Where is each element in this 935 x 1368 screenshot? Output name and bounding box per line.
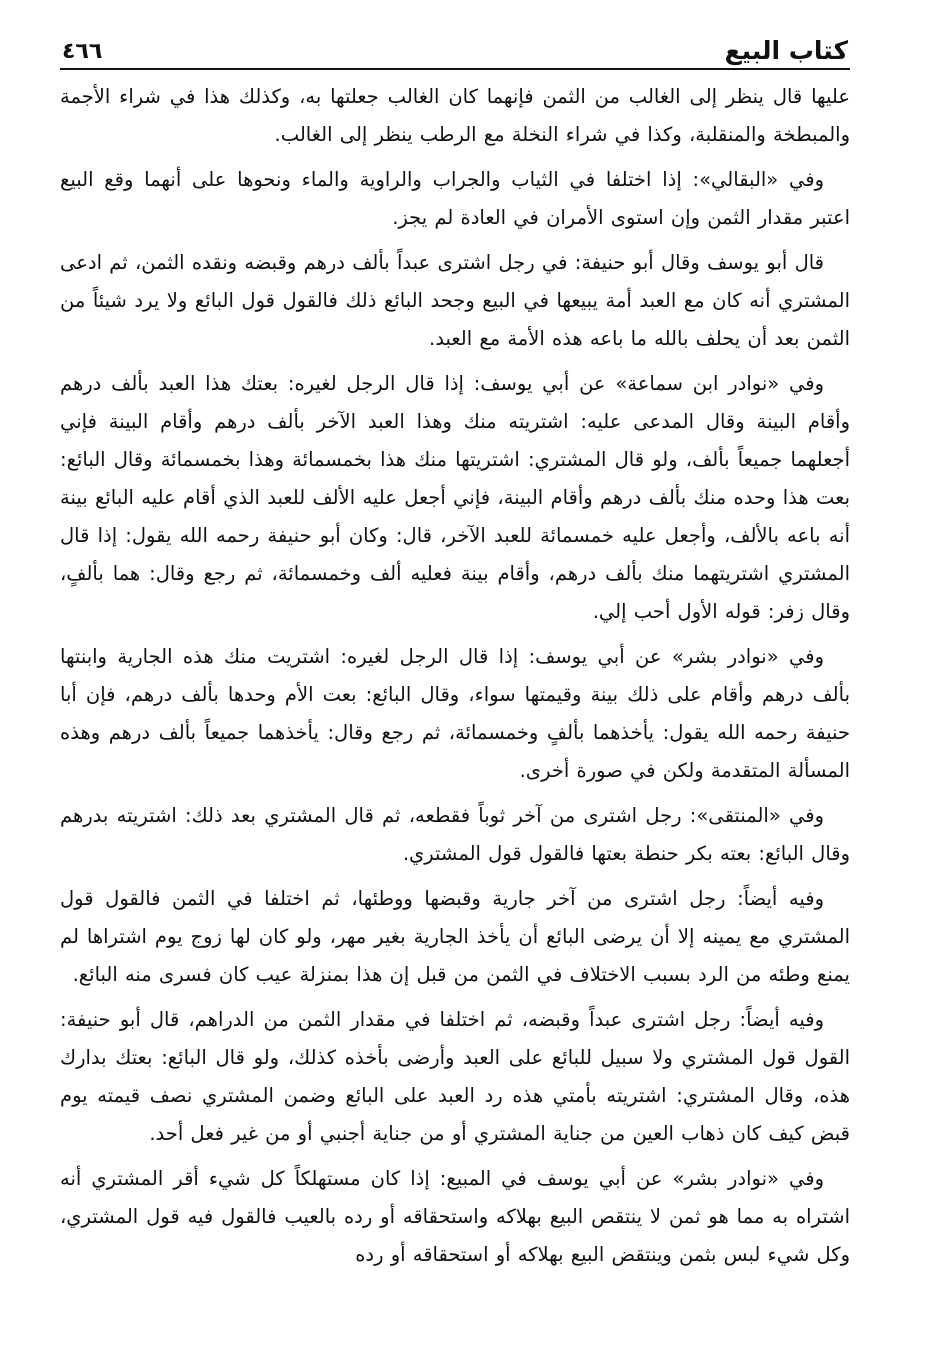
page-number: ٤٦٦ xyxy=(62,38,103,64)
paragraph: عليها قال ينظر إلى الغالب من الثمن فإنهما كان الغالب جعلتها به، وكذلك هذا في شراء الأجمة والمبطخة والمنقلبة، وكذا في شراء النخلة مع الرطب ينظر إلى الغالب. xyxy=(60,85,850,146)
page-header xyxy=(60,26,850,70)
book-page xyxy=(60,26,850,1356)
page-body xyxy=(60,78,850,1274)
paragraph: وفيه أيضاً: رجل اشترى من آخر جارية وقبضها ووطئها، ثم اختلفا في الثمن فالقول قول المشتري مع يمينه إلا أن يرضى البائع أن يأخذ الجارية بغير مهر، ولو كان لها زوج يوم اشتراها لم يمنع وطئه من الرد بسبب الاختلاف في الثمن من قبل إن هذا بمنزلة عيب كان فسرى منه البائع. xyxy=(60,887,850,986)
paragraph: وفي «المنتقى»: رجل اشترى من آخر ثوباً فقطعه، ثم قال المشتري بعد ذلك: اشتريته بدرهم وقال البائع: بعته بكر حنطة بعتها فالقول قول المشتري. xyxy=(60,804,850,865)
paragraph: وفي «نوادر بشر» عن أبي يوسف: إذا قال الرجل لغيره: اشتريت منك هذه الجارية وابنتها بألف درهم وأقام على ذلك بينة وقيمتها سواء، وقال البائع: بعت الأم وحدها بألف درهم، فإن أبا حنيفة رحمه الله يقول: يأخذهما بألفٍ وخمسمائة، ثم رجع وقال: يأخذهما جميعاً بألف درهم وهذه المسألة المتقدمة ولكن في صورة أخرى. xyxy=(60,645,850,782)
running-title: كتاب البيع xyxy=(724,35,848,65)
paragraph: وفي «نوادر بشر» عن أبي يوسف في المبيع: إذا كان مستهلكاً كل شيء أقر المشتري أنه اشتراه به مما هو ثمن لا ينتقص البيع بهلاكه واستحقاقه أو رده بالعيب فالقول فيه قول المشتري، وكل شيء لبس بثمن وينتقض البيع بهلاكه أو استحقاقه أو رده xyxy=(60,1167,850,1266)
paragraph: وفي «البقالي»: إذا اختلفا في الثياب والجراب والراوية والماء ونحوها على أنهما وقع البيع اعتبر مقدار الثمن وإن استوى الأمران في العادة لم يجز. xyxy=(60,168,850,229)
paragraph: قال أبو يوسف وقال أبو حنيفة: في رجل اشترى عبداً بألف درهم وقبضه ونقده الثمن، ثم ادعى المشتري أنه كان مع العبد أمة يبيعها في البيع وجحد البائع ذلك فالقول قول البائع ولا يرد شيئاً من الثمن بعد أن يحلف بالله ما باعه هذه الأمة مع العبد. xyxy=(60,251,850,350)
paragraph: وفي «نوادر ابن سماعة» عن أبي يوسف: إذا قال الرجل لغيره: بعتك هذا العبد بألف درهم وأقام البينة وقال المدعى عليه: اشتريته منك وهذا العبد الآخر بألف درهم وأقام البينة فإني أجعلهما جميعاً بألف، ولو قال المشتري: اشتريتها منك هذا بخمسمائة وهذا بخمسمائة وقال البائع: بعت هذا وحده منك بألف درهم وأقام البينة، فإني أجعل عليه الألف للعبد الذي أقام عليه البائع بينة أنه باعه بالألف، وأجعل عليه خمسمائة للعبد الآخر، قال: وكان أبو حنيفة رحمه الله يقول: إذا قال المشتري اشتريتهما منك بألف درهم، وأقام بينة فعليه ألف وخمسمائة، ثم رجع وقال: هما بألفٍ، وقال زفر: قوله الأول أحب إلي. xyxy=(60,372,850,623)
paragraph: وفيه أيضاً: رجل اشترى عبداً وقبضه، ثم اختلفا في مقدار الثمن من الدراهم، قال أبو حنيفة: القول قول المشتري ولا سبيل للبائع على العبد وأرضى بأخذه كذلك، ولو قال البائع: بعتك بدارك هذه، وقال المشتري: اشتريته بأمتي هذه رد العبد على البائع وضمن المشتري نصف قيمته يوم قبض كيف كان ذهاب العين من جناية المشتري أو من جناية أجنبي أو من غير فعل أحد. xyxy=(60,1008,850,1145)
